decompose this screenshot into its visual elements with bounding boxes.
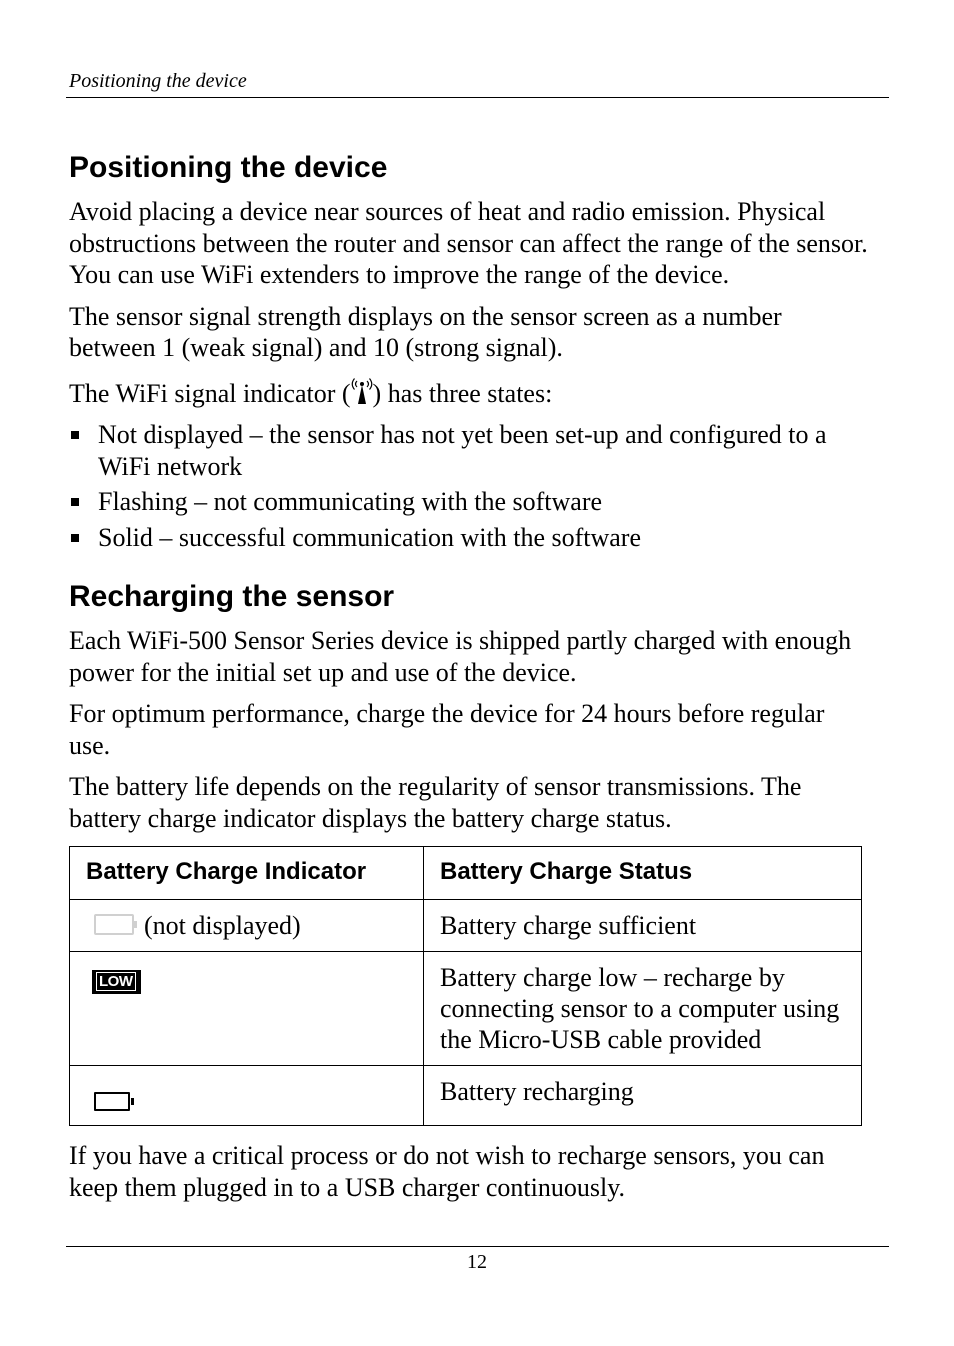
square-bullet-icon (71, 534, 79, 542)
paragraph: Avoid placing a device near sources of heat and radio emission. Physical obstructions between the router and sensor can affect the range of the sensor. You can use WiFi extenders to improve the range of the device. (69, 197, 868, 289)
section-title-positioning: Positioning the device (69, 151, 388, 184)
wifi-indicator-paragraph: The WiFi signal indicator ( ) has three states: (69, 374, 869, 410)
table-cell: Battery charge sufficient (424, 900, 862, 952)
battery-charging-icon (94, 1092, 130, 1111)
column-header: Battery Charge Indicator (70, 847, 424, 900)
table-row (70, 1066, 862, 1126)
paragraph: Each WiFi-500 Sensor Series device is shipped partly charged with enough power for the initial set up and use of the device. (69, 626, 852, 687)
table-cell: Battery charge low – recharge by connecting sensor to a computer using the Micro-USB cable provided (424, 952, 862, 1066)
battery-empty-icon (94, 914, 134, 935)
paragraph: For optimum performance, charge the device for 24 hours before regular use. (69, 699, 825, 760)
column-header: Battery Charge Status (424, 847, 862, 900)
table-header-row (70, 847, 862, 900)
section-title-recharging: Recharging the sensor (69, 580, 395, 613)
battery-low-icon: LOW (92, 970, 141, 994)
list-item: Not displayed – the sensor has not yet been set-up and configured to a WiFi network (69, 419, 869, 482)
wifi-states-list (69, 419, 869, 553)
paragraph: The battery life depends on the regularity of sensor transmissions. The battery charge indicator displays the battery charge status. (69, 772, 802, 833)
running-header: Positioning the device (69, 70, 247, 92)
page-content (69, 150, 869, 1213)
square-bullet-icon (71, 498, 79, 506)
wifi-signal-icon (351, 374, 373, 408)
page-number: 12 (467, 1251, 487, 1273)
footer-rule (66, 1246, 889, 1247)
table-cell: Battery recharging (424, 1066, 862, 1126)
table-row: (not displayed) Battery charge sufficient (70, 900, 862, 952)
paragraph: If you have a critical process or do not wish to recharge sensors, you can keep them plugged in to a USB charger continuously. (69, 1141, 825, 1202)
paragraph: The sensor signal strength displays on the sensor screen as a number between 1 (weak signal) and 10 (strong signal). (69, 301, 782, 362)
battery-status-table (69, 846, 862, 1126)
list-item: Solid – successful communication with the software (69, 522, 869, 554)
table-row (70, 952, 862, 1066)
list-item: Flashing – not communicating with the software (69, 486, 869, 518)
square-bullet-icon (71, 431, 79, 439)
header-rule (66, 97, 889, 98)
